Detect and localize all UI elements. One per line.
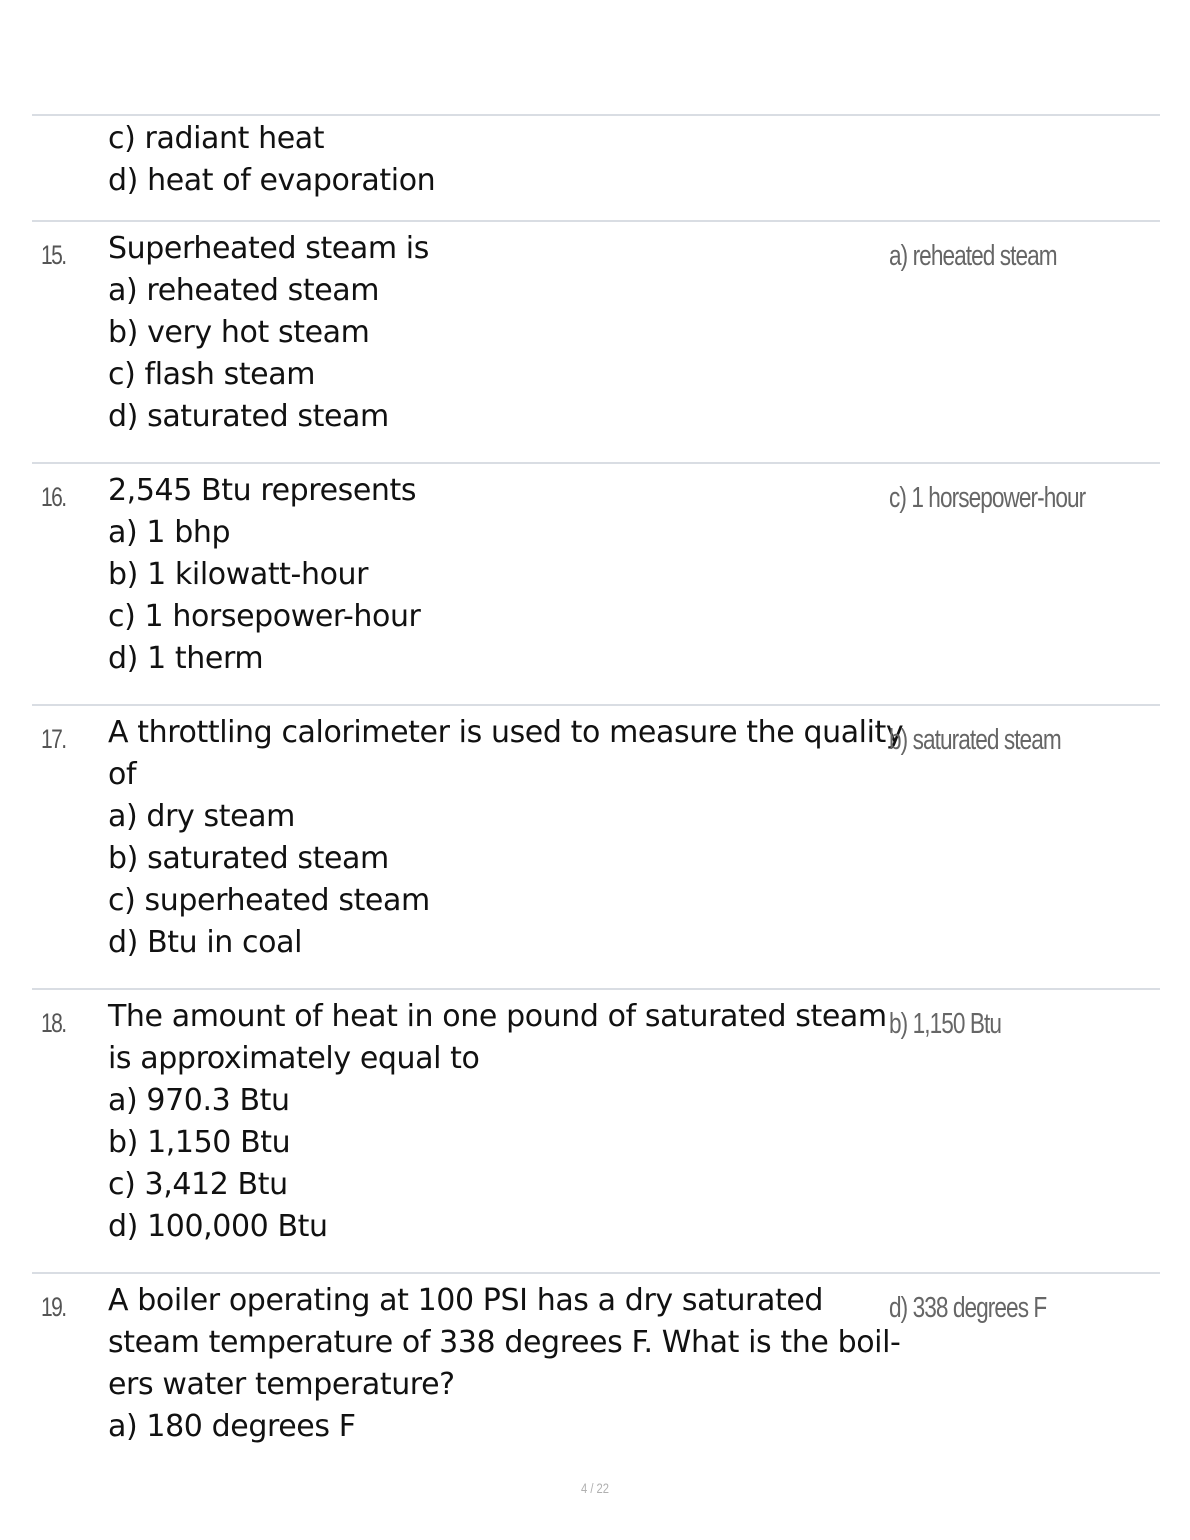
question-number: 16.: [41, 482, 66, 512]
card-row-19: [32, 1272, 1160, 1492]
question-prompt: A boiler operating at 100 PSI has a dry saturated: [108, 1283, 824, 1318]
question-prompt-continued: is approximately equal to: [108, 1041, 480, 1076]
answer-text: a) reheated steam: [889, 240, 1057, 272]
question-prompt-continued: ers water temperature?: [108, 1367, 455, 1402]
option-line: c) 3,412 Btu: [108, 1167, 288, 1202]
page-indicator: 4 / 22: [580, 1480, 610, 1496]
question-number: 15.: [41, 240, 66, 270]
question-prompt: The amount of heat in one pound of saturated steam: [108, 999, 887, 1034]
question-prompt: Superheated steam is: [108, 231, 429, 266]
option-line: b) very hot steam: [108, 315, 370, 350]
question-prompt: A throttling calorimeter is used to measure the quality: [108, 715, 904, 750]
answer-text: d) 338 degrees F: [889, 1292, 1047, 1324]
option-line: d) saturated steam: [108, 399, 389, 434]
option-line: c) radiant heat: [108, 121, 325, 156]
question-text: [108, 1280, 901, 1448]
option-line: a) reheated steam: [108, 273, 380, 308]
question-text: [108, 996, 887, 1248]
flashcard-table: [32, 114, 1160, 1492]
card-row-continuation: [32, 114, 1160, 220]
option-line: c) 1 horsepower-hour: [108, 599, 421, 634]
question-text: [108, 470, 882, 680]
card-row-16: [32, 462, 1160, 704]
option-line: c) flash steam: [108, 357, 316, 392]
option-line: b) 1 kilowatt-hour: [108, 557, 369, 592]
option-line: d) 100,000 Btu: [108, 1209, 328, 1244]
option-line: b) saturated steam: [108, 841, 389, 876]
answer-text: b) saturated steam: [889, 724, 1061, 756]
question-prompt-continued: of: [108, 757, 137, 792]
option-line: d) Btu in coal: [108, 925, 303, 960]
question-number: 18.: [41, 1008, 66, 1038]
card-row-15: [32, 220, 1160, 462]
question-prompt: 2,545 Btu represents: [108, 473, 417, 508]
option-line: d) 1 therm: [108, 641, 264, 676]
option-line: a) 1 bhp: [108, 515, 231, 550]
question-text: [108, 118, 882, 202]
answer-text: b) 1,150 Btu: [889, 1008, 1002, 1040]
option-line: a) 180 degrees F: [108, 1409, 356, 1444]
option-line: d) heat of evaporation: [108, 163, 436, 198]
question-number: 19.: [41, 1292, 66, 1322]
question-prompt-continued: steam temperature of 338 degrees F. What is the boil-: [108, 1325, 901, 1360]
question-text: [108, 228, 882, 438]
answer-text: c) 1 horsepower-hour: [889, 482, 1086, 514]
question-number: 17.: [41, 724, 66, 754]
option-line: a) dry steam: [108, 799, 295, 834]
option-line: b) 1,150 Btu: [108, 1125, 291, 1160]
card-row-17: [32, 704, 1160, 988]
option-line: c) superheated steam: [108, 883, 430, 918]
question-text: [108, 712, 904, 964]
card-row-18: [32, 988, 1160, 1272]
option-line: a) 970.3 Btu: [108, 1083, 290, 1118]
